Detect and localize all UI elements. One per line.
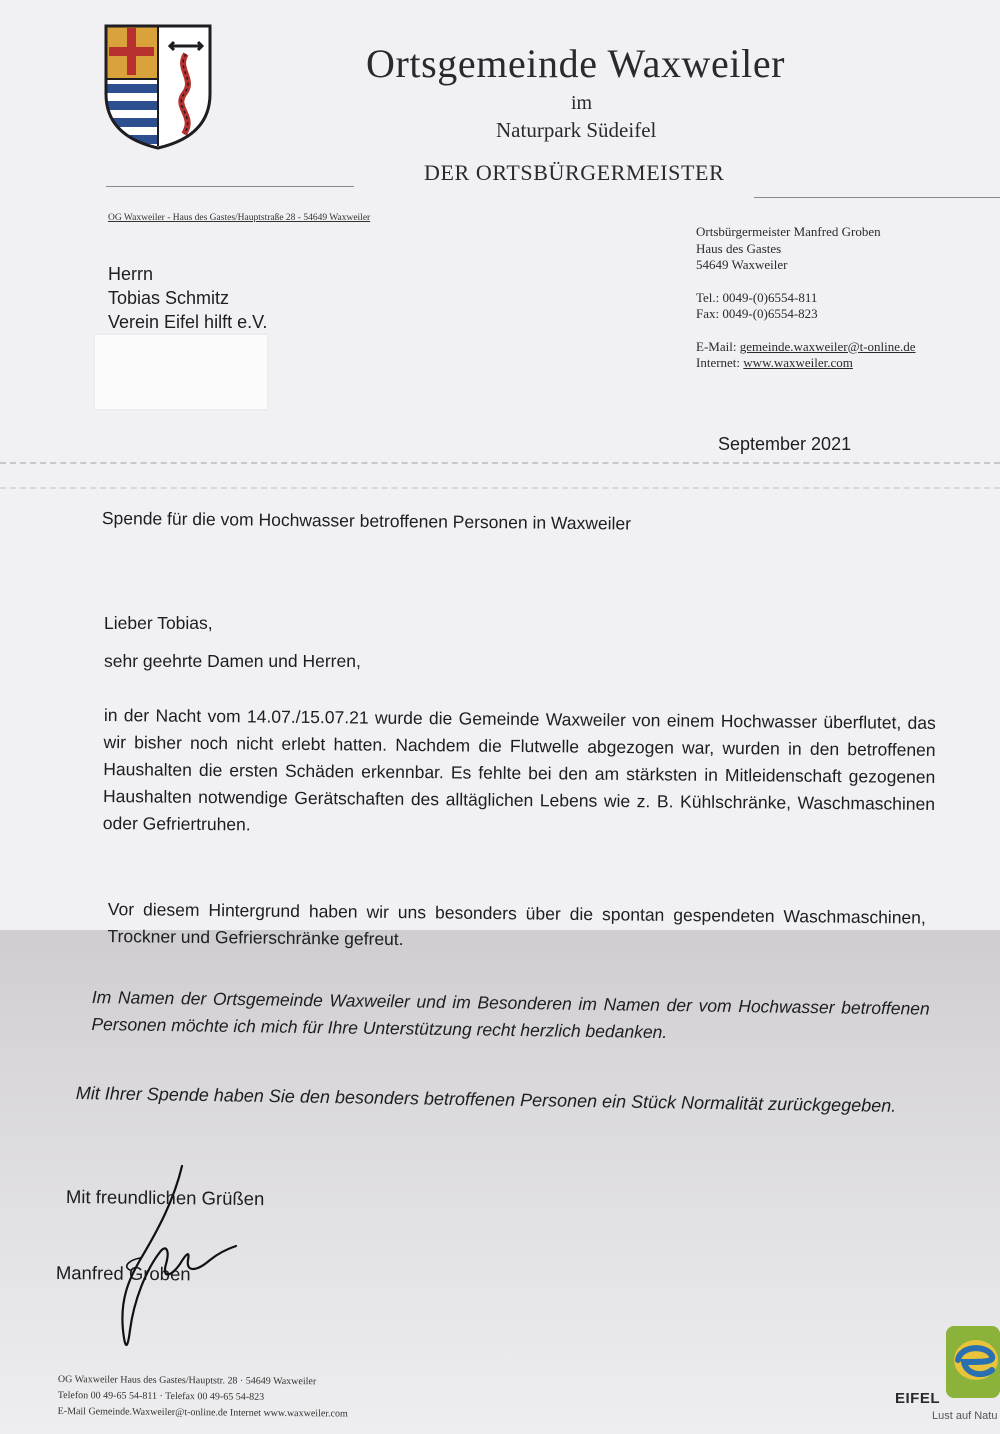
footer-address <box>58 1372 349 1423</box>
recipient-organization: Verein Eifel hilft e.V. <box>108 312 268 332</box>
contact-block <box>696 224 916 372</box>
paragraph-text: Vor diesem Hintergrund haben wir uns besonders über die spontan gespendeten Waschmaschinen, Trockner und Gefrierschränke gefreut. <box>107 898 926 950</box>
recipient-address <box>108 262 267 334</box>
greeting-line-2: sehr geehrte Damen und Herren, <box>104 651 361 671</box>
footer-line-2: Telefon 00 49-65 54-811 · Telefax 00 49-65 54-823 <box>57 1389 265 1403</box>
letter-date: September 2021 <box>718 434 852 454</box>
letterhead-rule-left <box>106 186 354 187</box>
organization-im: im <box>571 92 593 114</box>
contact-name: Ortsbürgermeister Manfred Groben <box>696 224 881 239</box>
contact-fax: Fax: 0049-(0)6554-823 <box>696 306 818 321</box>
signer-name: Manfred Groben <box>55 1262 191 1285</box>
contact-internet-row <box>696 355 916 372</box>
contact-tel: Tel.: 0049-(0)6554-811 <box>696 289 818 305</box>
body-paragraph-2 <box>107 896 926 959</box>
paragraph-text: Im Namen der Ortsgemeinde Waxweiler und im Besonderen im Namen der vom Hochwasser betroffenen Personen möchte ich mich für Ihre Unterstützung recht herzlich bedanken. <box>91 986 930 1043</box>
contact-email-row <box>696 339 916 356</box>
handwritten-signature <box>100 1160 240 1360</box>
contact-city: 54649 Waxweiler <box>696 257 788 272</box>
letterhead-rule-right <box>754 197 1000 198</box>
organization-park: Naturpark Südeifel <box>496 118 657 142</box>
recipient-name: Tobias Schmitz <box>108 288 230 308</box>
footer-line-3: E-Mail Gemeinde.Waxweiler@t-online.de Internet www.waxweiler.com <box>57 1405 348 1420</box>
redacted-address <box>95 335 267 409</box>
contact-building: Haus des Gastes <box>696 240 782 256</box>
eifel-logo-slogan: Lust auf Natu <box>932 1410 998 1422</box>
eifel-logo-text: EIFEL <box>895 1390 941 1407</box>
fold-line <box>0 462 1000 464</box>
fold-line <box>0 487 1000 489</box>
organization-office: DER ORTSBÜRGERMEISTER <box>424 160 725 185</box>
greeting-line-1: Lieber Tobias, <box>104 613 213 633</box>
contact-email-label: E-Mail: <box>696 338 737 354</box>
footer-line-1: OG Waxweiler Haus des Gastes/Hauptstr. 28 · 54649 Waxweiler <box>57 1373 317 1388</box>
greeting <box>104 604 936 680</box>
coat-of-arms-logo <box>104 24 212 150</box>
paragraph-text: Mit Ihrer Spende haben Sie den besonders betroffenen Personen ein Stück Normalität zurückgegeben. <box>75 1082 897 1116</box>
letter-subject: Spende für die vom Hochwasser betroffenen Personen in Waxweiler <box>101 508 632 534</box>
contact-internet-label: Internet: <box>696 355 741 370</box>
organization-title: Ortsgemeinde Waxweiler <box>366 41 786 86</box>
contact-email-link[interactable]: gemeinde.waxweiler@t-online.de <box>739 338 916 354</box>
body-paragraph-1 <box>103 702 936 845</box>
closing-phrase: Mit freundlichen Grüßen <box>65 1186 265 1210</box>
sender-return-address: OG Waxweiler - Haus des Gastes/Hauptstraße 28 - 54649 Waxweiler <box>108 213 371 223</box>
paragraph-text: in der Nacht vom 14.07./15.07.21 wurde die Gemeinde Waxweiler von einem Hochwasser überflutet, das wir bisher noch nicht erlebt hatten. Nachdem die Flutwelle abgezogen war, wurden in den betroffenen Haushalten die ersten Schäden erkennbar. Es fehlte bei den am stärksten in Mitleidenschaft gezogenen Haushalten notwendige Gerätschaften des alltäglichen Lebens wie z. B. Kühlschränke, Waschmaschinen oder Gefriertruhen. <box>102 704 936 835</box>
recipient-salutation: Herrn <box>108 264 154 284</box>
eifel-logo <box>946 1326 1000 1398</box>
contact-internet-link[interactable]: www.waxweiler.com <box>743 355 853 370</box>
